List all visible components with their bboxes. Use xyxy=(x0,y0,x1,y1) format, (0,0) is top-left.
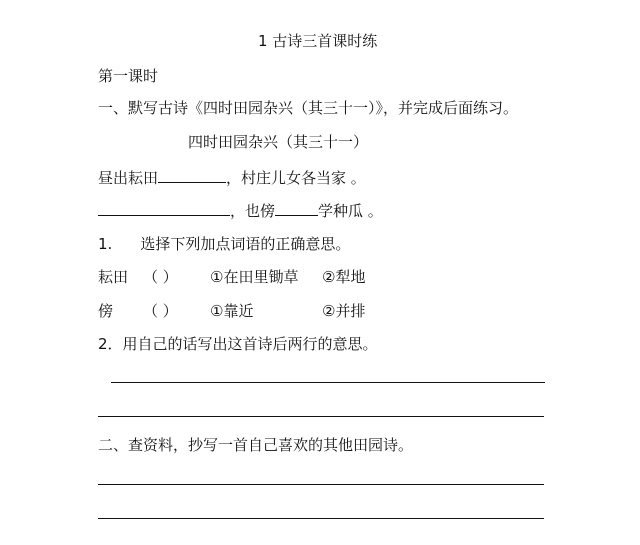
poem-line-1-blank[interactable] xyxy=(158,168,226,183)
section2-heading: 二、查资料，抄写一首自己喜欢的其他田园诗。 xyxy=(98,436,414,454)
section1-heading: 一、默写古诗《四时田园杂兴（其三十一）》，并完成后面练习。 xyxy=(98,99,519,117)
poem-line-2 xyxy=(98,201,383,220)
q1-item-paren[interactable]: （ ） xyxy=(143,268,178,286)
q1-item-option-2: ②犁地 xyxy=(322,268,366,286)
answer-line[interactable] xyxy=(111,382,545,383)
poem-line-2-suffix: 学种瓜 。 xyxy=(318,202,383,220)
answer-line[interactable] xyxy=(98,484,544,485)
question-1-number: 1. xyxy=(98,235,113,253)
poem-line-2-blank-a[interactable] xyxy=(98,201,230,216)
poem-line-1-suffix: ，村庄儿女各当家 。 xyxy=(226,169,366,187)
q1-item-option-1: ①在田里锄草 xyxy=(210,268,299,286)
question-2: 2．用自己的话写出这首诗后两行的意思。 xyxy=(98,335,378,353)
q1-item-word: 耘田 xyxy=(98,268,129,286)
q1-item-option-2: ②并排 xyxy=(322,302,366,320)
lesson-label: 第一课时 xyxy=(98,67,159,85)
poem-line-2-blank-b[interactable] xyxy=(275,201,318,216)
answer-line[interactable] xyxy=(98,416,544,417)
answer-line[interactable] xyxy=(98,518,544,519)
poem-line-1 xyxy=(98,168,366,187)
poem-title: 四时田园杂兴（其三十一） xyxy=(188,133,369,151)
poem-line-2-middle: ，也傍 xyxy=(230,202,276,220)
q1-item-paren[interactable]: （ ） xyxy=(143,302,178,320)
page-title: 1 古诗三首课时练 xyxy=(258,32,378,50)
q1-item-word: 傍 xyxy=(98,302,114,320)
question-1 xyxy=(98,235,350,253)
q1-item-option-1: ①靠近 xyxy=(210,302,254,320)
poem-line-1-prefix: 昼出耘田 xyxy=(98,169,159,187)
question-1-text: 选择下列加点词语的正确意思。 xyxy=(140,235,351,253)
